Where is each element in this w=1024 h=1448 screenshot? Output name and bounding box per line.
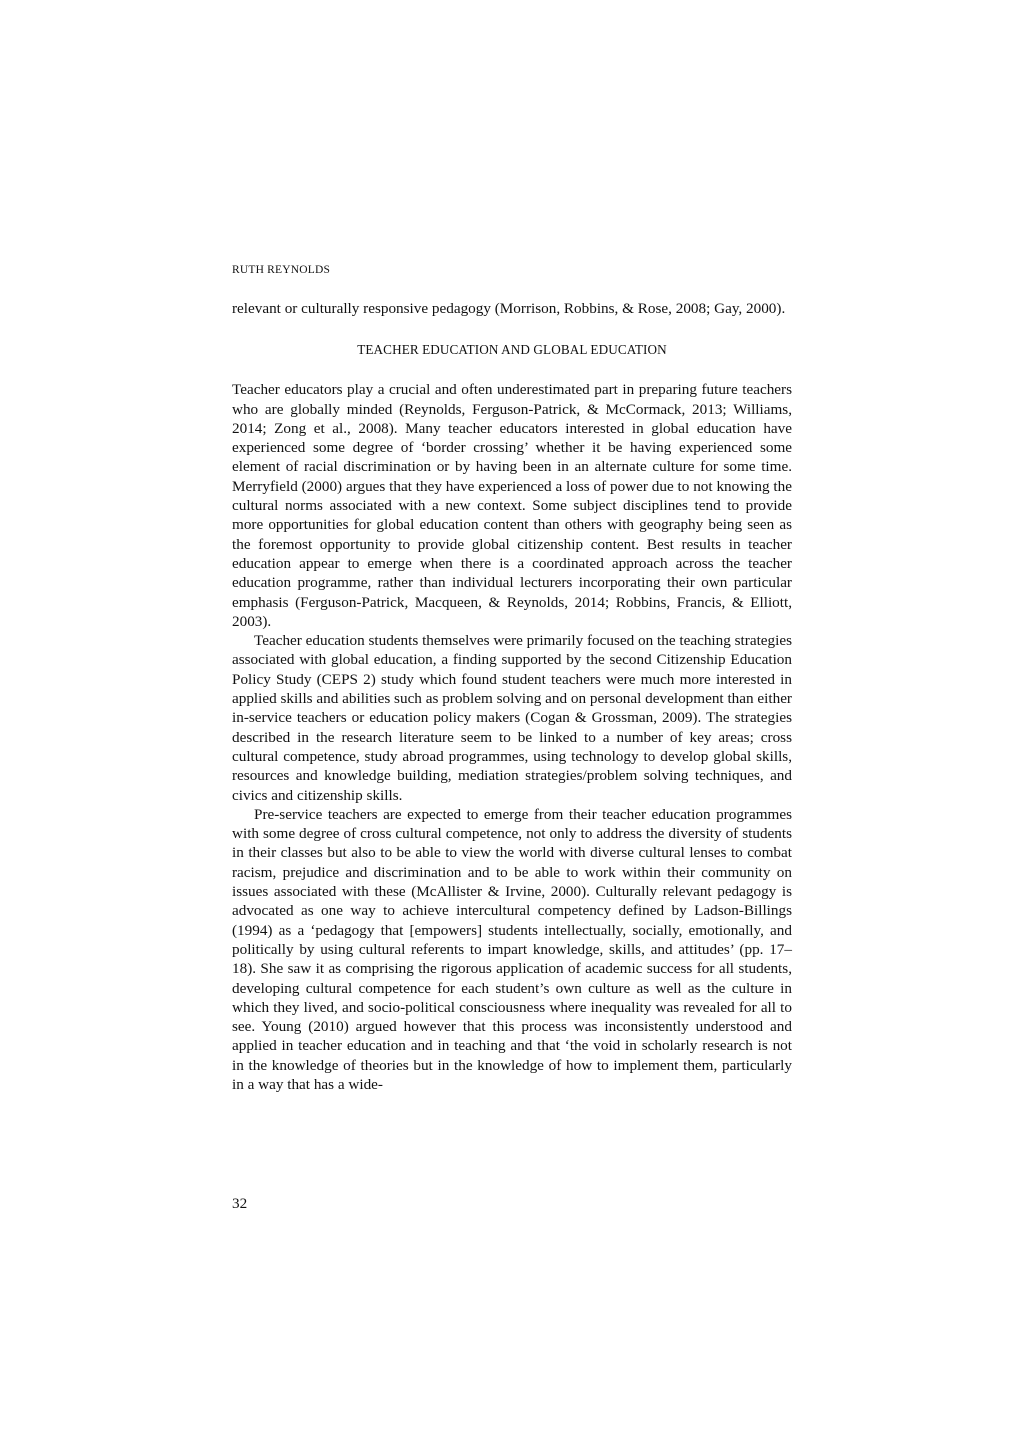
running-head: RUTH REYNOLDS [232,264,331,276]
intro-paragraph: relevant or culturally responsive pedagogy (Morrison, Robbins, & Rose, 2008; Gay, 2000). [232,300,786,317]
section-heading: TEACHER EDUCATION AND GLOBAL EDUCATION [357,342,667,358]
paragraph: Pre-service teachers are expected to emerge from their teacher education programmes with some degree of cross cultural competence, not only to address the diversity of students in their classes but also to be able to view the world with diverse cultural lenses to combat racism, prejudice and discrimination and to be able to work within their community on issues associated with these (McAllister & Irvine, 2000). Culturally relevant pedagogy is advocated as one way to achieve intercultural competency defined by Ladson-Billings (1994) as a ‘pedagogy that [empowers] students intellectually, socially, emotionally, and politically by using cultural referents to impart knowledge, skills, and attitudes’ (pp. 17–18). She saw it as comprising the rigorous application of academic success for all students, developing cultural competence for each student’s own culture as well as the culture in which they lived, and socio-political consciousness where inequality was revealed for all to see. Young (2010) argued however that this process was inconsistently understood and applied in teacher education and in teaching and that ‘the void in scholarly research is not in the knowledge of theories but in the knowledge of how to implement them, particularly in a way that has a wide- [232,805,792,1093]
page-number: 32 [232,1195,248,1212]
paragraph: Teacher educators play a crucial and often underestimated part in preparing future teachers who are globally minded (Reynolds, Ferguson-Patrick, & McCormack, 2013; Williams, 2014; Zong et al., 2008). Many teacher educators interested in global education have experienced some degree of ‘border crossing’ whether it be having experienced some element of racial discrimination or by having been in an alternate culture for some time. Merryfield (2000) argues that they have experienced a loss of power due to not knowing the cultural norms associated with a new context. Some subject disciplines tend to provide more opportunities for global education content than others with geography being seen as the foremost opportunity to provide global citizenship content. Best results in teacher education appear to emerge when there is a coordinated approach across the teacher education programme, rather than individual lecturers incorporating their own particular emphasis (Ferguson-Patrick, Macqueen, & Reynolds, 2014; Robbins, Francis, & Elliott, 2003). [232,381,792,630]
body-text [232,299,792,1094]
paragraph: Teacher education students themselves were primarily focused on the teaching strategies associated with global education, a finding supported by the second Citizenship Education Policy Study (CEPS 2) study which found student teachers were much more interested in applied skills and abilities such as problem solving and on personal development than either in-service teachers or education policy makers (Cogan & Grossman, 2009). The strategies described in the research literature seem to be linked to a number of key areas; cross cultural competence, study abroad programmes, using technology to develop global skills, resources and knowledge building, mediation strategies/problem solving techniques, and civics and citizenship skills. [232,632,792,804]
